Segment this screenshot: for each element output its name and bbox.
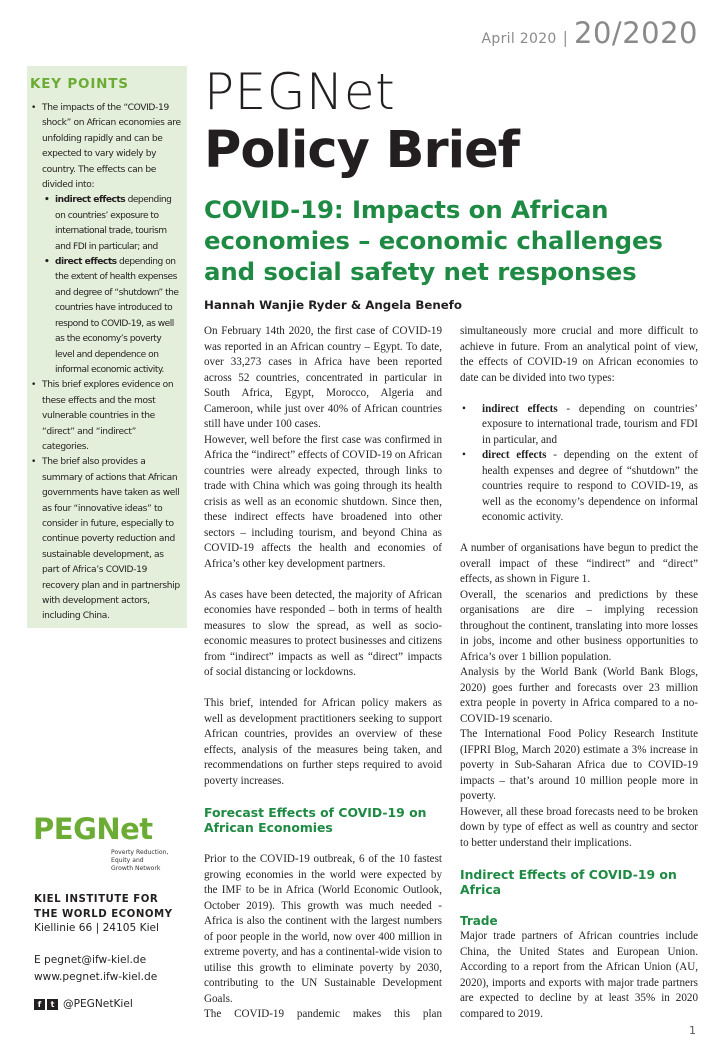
key-point-2 — [31, 378, 181, 455]
effects-item-text: - depending on the extent of health expenses and degree of “shutdown” the countries require to respond to COVID-19, as well as the economy’s dependence on informal economic activity. — [482, 449, 698, 523]
issue-date: April 2020 — [481, 31, 557, 47]
paragraph: simultaneously more crucial and more difficult to achieve in future. From an analytical point of view, the effects of COVID-19 on African economies to date can be divided into two types: — [460, 325, 698, 384]
key-points-list — [31, 101, 181, 625]
effects-list-item — [460, 402, 698, 449]
subsection-heading: Trade — [460, 914, 498, 928]
effects-item-text: - depending on countries’ exposure to international trade, tourism and FDI in particular, and — [482, 402, 699, 446]
key-point-sub-bold: indirect effects — [55, 195, 126, 206]
social-links — [34, 998, 133, 1010]
page-number: 1 — [689, 1024, 696, 1037]
article-headline: COVID-19: Impacts on African economies – economic challenges and social safety net responses — [204, 195, 663, 286]
logo-tagline-line: Equity and — [111, 857, 144, 865]
effects-item-bold: direct effects — [482, 449, 547, 461]
institute-line: THE WORLD ECONOMY — [34, 908, 173, 920]
paragraph: Overall, the scenarios and predictions by these organisations are dire – implying recession throughout the continent, translating into more losses in jobs, income and other business opportunities to Africa’s over 1 billion population. — [460, 588, 698, 663]
email-link[interactable]: E pegnet@ifw-kiel.de — [34, 954, 147, 966]
effects-list-item — [460, 448, 698, 526]
issue-header — [482, 16, 698, 50]
key-point-3 — [31, 455, 181, 624]
body-column-1 — [204, 324, 442, 1023]
series-title: Policy Brief — [204, 121, 519, 180]
paragraph: Major trade partners of African countries include China, the United States and European Union. According to a report from the African Union (AU, 2020), imports and exports with major trade partners are expected to decline by at least 35% in 2020 compared to 2019. — [460, 930, 698, 1020]
key-point-sublist — [42, 193, 181, 378]
key-point-1 — [31, 101, 181, 378]
section-heading: Indirect Effects of COVID-19 on Africa — [460, 867, 677, 897]
body-column-2 — [460, 324, 698, 1022]
issue-number: 20/2020 — [574, 16, 698, 50]
social-handle[interactable]: @PEGNetKiel — [63, 998, 133, 1010]
key-point-text: The impacts of the “COVID-19 shock” on African economies are unfolding rapidly and can be expected to vary widely by country. The effects can be divided into: — [42, 103, 181, 191]
logo-tagline-line: Growth Network — [111, 865, 161, 873]
key-point-sub-1 — [42, 193, 181, 255]
contact-block — [34, 952, 157, 985]
institute-line: KIEL INSTITUTE FOR — [34, 894, 159, 905]
institute-name — [34, 893, 173, 922]
twitter-icon[interactable]: t — [47, 999, 58, 1010]
paragraph: Analysis by the World Bank (World Bank Blogs, 2020) goes further and forecasts over 23 million extra people in poverty in Africa compared to a no-COVID-19 scenario. — [460, 666, 698, 725]
institute-address: Kiellinie 66 | 24105 Kiel — [34, 922, 159, 934]
key-point-sub-2 — [42, 255, 181, 378]
paragraph: This brief, intended for African policy makers as well as development practitioners seeking to support African countries, provides an overview of these effects, analysis of the measures being taken, and recommendations on further steps required to avoid poverty increases. — [204, 697, 442, 787]
logo-wordmark: PEGNet — [33, 812, 153, 846]
issue-separator: | — [562, 28, 569, 47]
paragraph: However, all these broad forecasts need to be broken down by type of effect as well as country and sector to better understand their implications. — [460, 805, 698, 849]
paragraph: The COVID-19 pandemic makes this plan — [204, 1008, 442, 1020]
section-heading: Forecast Effects of COVID-19 on African Economies — [204, 805, 427, 835]
effects-list — [460, 402, 698, 526]
paragraph: As cases have been detected, the majority of African economies have responded – both in terms of health measures to slow the spread, as well as socio-economic measures to protect businesses and citizens from “indirect” impacts as well as “direct” impacts of social distancing or lockdowns. — [204, 588, 442, 678]
logo-tagline — [111, 849, 168, 874]
website-link[interactable]: www.pegnet.ifw-kiel.de — [34, 970, 158, 983]
paragraph: On February 14th 2020, the first case of COVID-19 was reported in an African country – Egypt. To date, over 33,273 cases in Africa have been reported across 52 countries, concentrated in particular in South Africa, Egypt, Morocco, Algeria and Cameroon, while just over 40% of African countries still have under 100 cases. — [204, 325, 442, 430]
key-point-text: This brief explores evidence on these effects and the most vulnerable countries in the “direct” and “indirect” categories. — [42, 380, 174, 452]
paragraph: However, well before the first case was confirmed in Africa the “indirect” effects of COVID-19 on African countries were already expected, through links to trade with China which was going through its health crisis as well as an economic shutdown. Since then, these indirect effects have broadened into other sectors – including tourism, and beyond China as COVID-19 affects the health and economies of Africa’s other key development partners. — [204, 433, 442, 570]
key-points-title: KEY POINTS — [30, 76, 129, 92]
brand-title: PEGNet — [204, 63, 396, 121]
key-point-sub-text: depending on countries’ exposure to international trade, tourism and FDI in particular; and — [55, 195, 172, 252]
effects-item-bold: indirect effects — [482, 402, 558, 415]
paragraph: Prior to the COVID-19 outbreak, 6 of the 10 fastest growing economies in the world were expected by the IMF to be in Africa (World Economic Outlook, October 2019). This growth was much needed - Africa is also the continent with the largest numbers of poor people in the world, now over 400 million in extreme poverty, and has a continental-wide vision to utilise this growth to eliminate poverty by 2030, contributing to the UN Sustainable Development Goals. — [204, 853, 442, 1005]
key-point-text: The brief also provides a summary of actions that African governments have taken as well as four “innovative ideas” to consider in future, especially to continue poverty reduction and sustainable development, as part of Africa’s COVID-19 recovery plan and in partnership with development actors, including China. — [42, 457, 180, 622]
key-point-sub-text: depending on the extent of health expenses and degree of “shutdown” the countries have introduced to respond to COVID-19, as well as the economy’s poverty level and dependence on informal economic activity. — [55, 257, 179, 375]
paragraph: The International Food Policy Research Institute (IFPRI Blog, March 2020) estimate a 3% increase in poverty in Sub-Saharan Africa due to COVID-19 impacts – that’s around 10 million people more in poverty. — [460, 728, 698, 802]
key-point-sub-bold: direct effects — [55, 257, 117, 268]
authors-line: Hannah Wanjie Ryder & Angela Benefo — [204, 298, 462, 312]
logo-tagline-line: Poverty Reduction, — [111, 849, 169, 856]
facebook-icon[interactable]: f — [34, 999, 45, 1010]
paragraph: A number of organisations have begun to predict the overall impact of these “indirect” and “direct” effects, as shown in Figure 1. — [460, 542, 698, 585]
pegnet-logo — [33, 812, 193, 882]
